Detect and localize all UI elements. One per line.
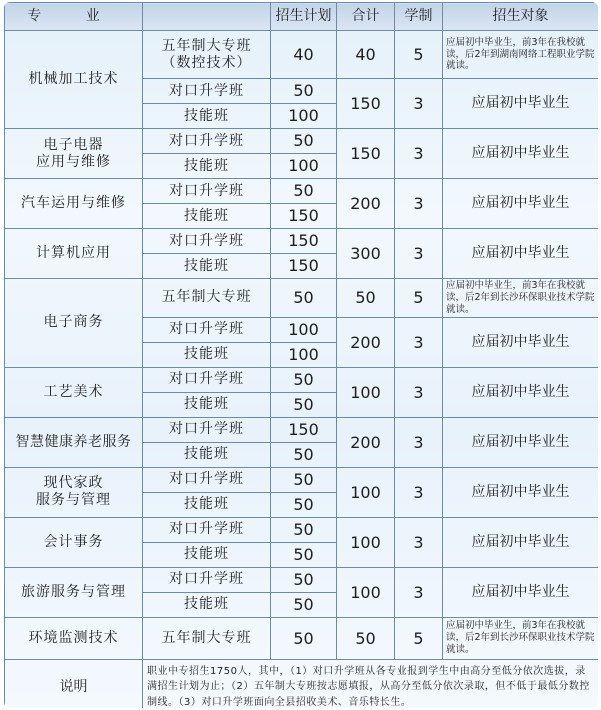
target-cell: 应届初中毕业生 [443,179,599,229]
major-cell: 计算机应用 [5,229,143,279]
table-row [5,567,599,592]
plan-cell: 150 [271,417,337,442]
plan-cell: 150 [271,229,337,254]
total-cell: 150 [337,79,395,129]
class-cell: 技能班 [143,542,271,567]
years-cell: 3 [395,367,443,417]
plan-cell: 40 [271,31,337,79]
years-cell: 3 [395,517,443,567]
plan-cell: 100 [271,317,337,342]
header-target: 招生对象 [443,3,599,31]
years-cell: 3 [395,467,443,517]
plan-cell: 100 [271,342,337,367]
class-cell: 技能班 [143,254,271,279]
plan-cell: 50 [271,467,337,492]
plan-cell: 50 [271,179,337,204]
table-row [5,31,599,79]
enrollment-plan-table [4,2,598,708]
plan-cell: 50 [271,517,337,542]
total-cell: 100 [337,367,395,417]
major-cell: 工艺美术 [5,367,143,417]
target-cell: 应届初中毕业生 [443,129,599,179]
table-row [5,367,599,392]
total-cell: 50 [337,279,395,318]
years-cell: 5 [395,279,443,318]
plan-cell: 50 [271,367,337,392]
header-years: 学制 [395,3,443,31]
header-plan: 招生计划 [271,3,337,31]
total-cell: 50 [337,617,395,659]
major-cell: 旅游服务与管理 [5,567,143,617]
table-row [5,229,599,254]
plan-cell: 50 [271,442,337,467]
table-row [5,417,599,442]
years-cell: 3 [395,417,443,467]
class-cell [143,31,271,79]
target-cell: 应届初中毕业生 [443,317,599,367]
class-cell: 技能班 [143,104,271,129]
total-cell: 100 [337,517,395,567]
table-row [5,467,599,492]
note-label: 说明 [5,659,143,708]
major-cell [5,129,143,179]
years-cell: 3 [395,567,443,617]
plan-cell: 150 [271,204,337,229]
table-row [5,179,599,204]
plan-cell: 100 [271,154,337,179]
total-cell: 200 [337,179,395,229]
total-cell: 150 [337,129,395,179]
major-cell: 智慧健康养老服务 [5,417,143,467]
plan-cell: 50 [271,542,337,567]
target-cell: 应届初中毕业生，前3年在我校就读，后2年到长沙环保职业技术学院就读。 [443,279,599,318]
class-cell: 对口升学班 [143,567,271,592]
target-cell: 应届初中毕业生，前3年在我校就读，后2年到长沙环保职业技术学院就读。 [443,617,599,659]
target-cell: 应届初中毕业生 [443,367,599,417]
class-cell: 对口升学班 [143,367,271,392]
major-cell: 会计事务 [5,517,143,567]
enrollment-plan-panel [4,2,598,708]
class-cell: 技能班 [143,154,271,179]
class-cell: 对口升学班 [143,517,271,542]
table-row [5,279,599,318]
target-cell: 应届初中毕业生，前3年在我校就读，后2年到湖南网络工程职业学院就读。 [443,31,599,79]
plan-cell: 50 [271,279,337,318]
class-cell: 对口升学班 [143,417,271,442]
years-cell: 5 [395,617,443,659]
class-cell: 五年制大专班 [143,617,271,659]
years-cell: 3 [395,179,443,229]
target-cell: 应届初中毕业生 [443,567,599,617]
class-cell: 技能班 [143,592,271,617]
major-name-sub: 服务与管理 [36,492,111,509]
years-cell: 3 [395,129,443,179]
class-cell: 技能班 [143,392,271,417]
class-cell: 五年制大专班 [143,279,271,318]
class-cell: 技能班 [143,204,271,229]
total-cell: 100 [337,567,395,617]
header-major: 专 业 [5,3,143,31]
class-cell: 技能班 [143,342,271,367]
class-name-sub: （数控技术） [161,54,252,71]
class-cell: 技能班 [143,442,271,467]
header-class-blank [143,3,271,31]
target-cell: 应届初中毕业生 [443,417,599,467]
table-row [5,517,599,542]
years-cell: 5 [395,31,443,79]
major-cell [5,467,143,517]
years-cell: 3 [395,317,443,367]
plan-cell: 50 [271,392,337,417]
plan-cell: 50 [271,79,337,104]
major-cell: 机械加工技术 [5,31,143,129]
years-cell: 3 [395,229,443,279]
major-cell: 汽车运用与维修 [5,179,143,229]
major-name: 现代家政 [43,475,104,492]
plan-cell: 50 [271,592,337,617]
total-cell: 200 [337,317,395,367]
target-cell: 应届初中毕业生 [443,467,599,517]
note-row [5,659,599,708]
major-name-sub: 应用与维修 [36,153,111,170]
total-cell: 40 [337,31,395,79]
header-row [5,3,599,31]
note-text: 职业中专招生1750人，其中，（1）对口升学班从各专业报到学生中由高分至低分依次选拔，录满招生计划为止；（2）五年制大专班按志愿填报，从高分至低分依次录取，但不低于最低分数控制线。（3）对口升学班面向全县招收美术、音乐特长生。 [143,659,599,708]
plan-cell: 50 [271,567,337,592]
table-row [5,129,599,154]
class-cell: 技能班 [143,492,271,517]
header-total: 合计 [337,3,395,31]
plan-cell: 50 [271,617,337,659]
class-name: 五年制大专班 [161,37,252,54]
major-cell: 电子商务 [5,279,143,368]
class-cell: 对口升学班 [143,229,271,254]
years-cell: 3 [395,79,443,129]
plan-cell: 50 [271,492,337,517]
total-cell: 100 [337,467,395,517]
class-cell: 对口升学班 [143,179,271,204]
major-name: 电子电器 [43,136,104,153]
class-cell: 对口升学班 [143,467,271,492]
plan-cell: 50 [271,129,337,154]
target-cell: 应届初中毕业生 [443,517,599,567]
total-cell: 300 [337,229,395,279]
target-cell: 应届初中毕业生 [443,229,599,279]
class-cell: 对口升学班 [143,79,271,104]
major-cell: 环境监测技术 [5,617,143,659]
class-cell: 对口升学班 [143,129,271,154]
table-row [5,617,599,659]
class-cell: 对口升学班 [143,317,271,342]
plan-cell: 100 [271,104,337,129]
target-cell: 应届初中毕业生 [443,79,599,129]
plan-cell: 150 [271,254,337,279]
total-cell: 200 [337,417,395,467]
